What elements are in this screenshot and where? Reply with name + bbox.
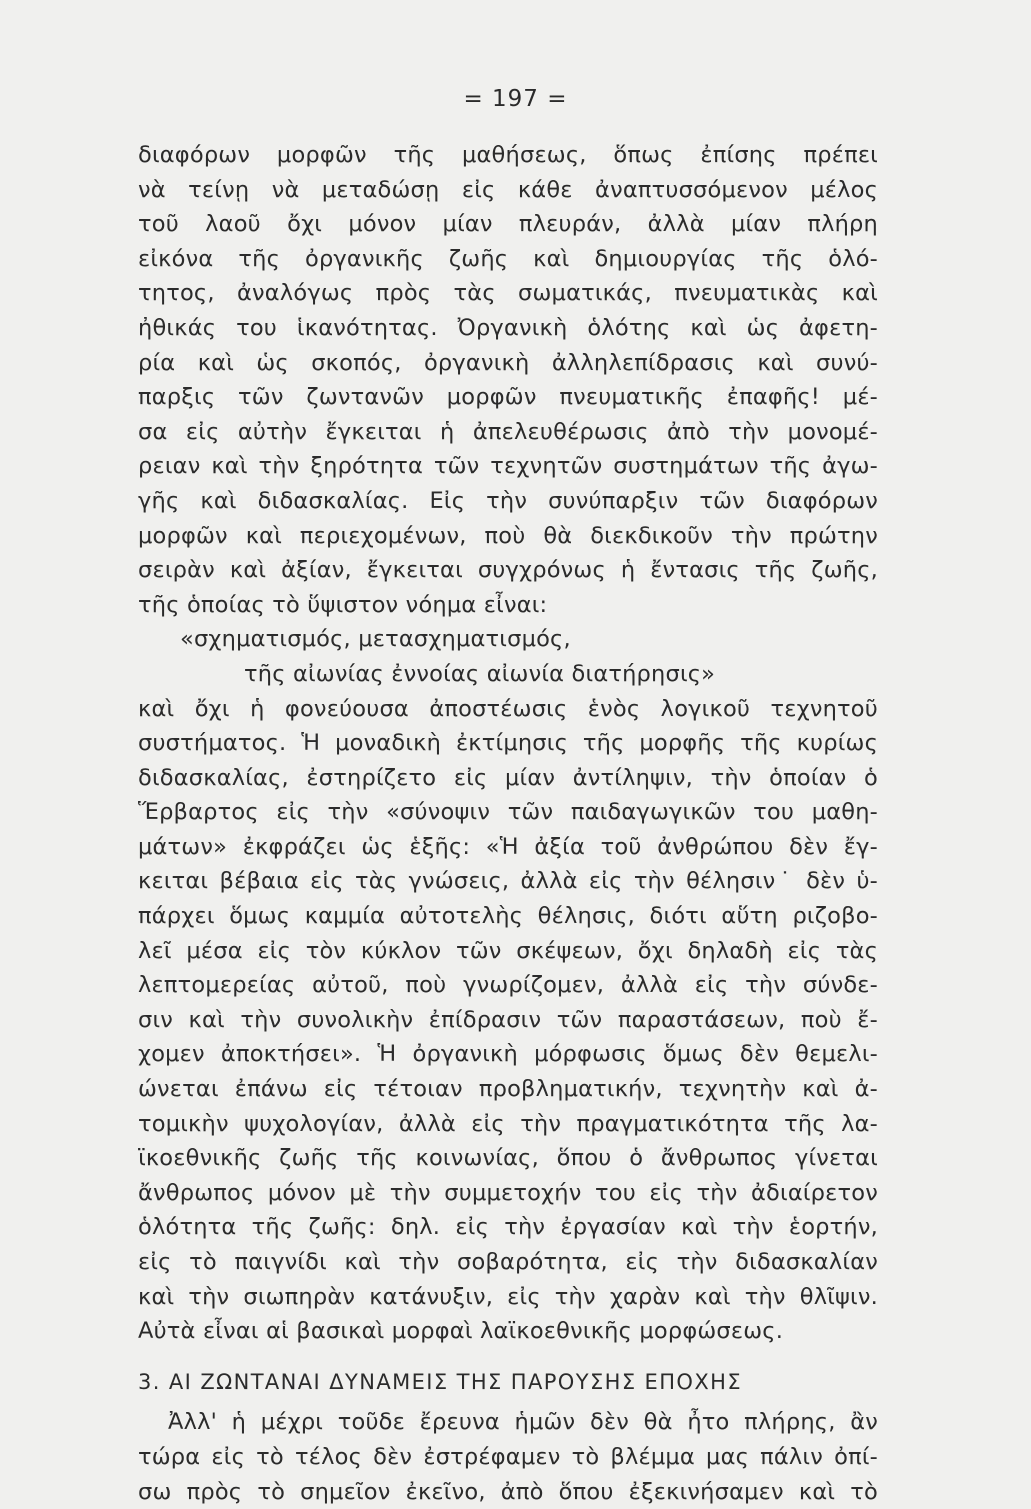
- text-line: Αὐτὰ εἶναι αἱ βασικαὶ μορφαὶ λαϊκοεθνικῆς μορφώσεως.: [138, 1318, 784, 1345]
- body-text: [138, 138, 878, 1509]
- text-line: καὶ ὄχι ἡ φονεύουσα ἀποστέωσις ἑνὸς λογικοῦ τεχνητοῦ: [138, 695, 878, 722]
- page-number: = 197 =: [463, 86, 568, 112]
- text-line: μορφῶν καὶ περιεχομένων, ποὺ θὰ διεκδικοῦν τὴν πρώτην: [138, 522, 878, 549]
- text-line: ρειαν καὶ τὴν ξηρότητα τῶν τεχνητῶν συστημάτων τῆς ἀγω-: [138, 453, 878, 480]
- text-line: σιν καὶ τὴν συνολικὴν ἐπίδρασιν τῶν παραστάσεων, ποὺ ἔ-: [138, 1006, 878, 1033]
- text-line: κειται βέβαια εἰς τὰς γνώσεις, ἀλλὰ εἰς τὴν θέλησιν˙ δὲν ὑ-: [138, 868, 878, 895]
- text-line: Ἀλλ' ἡ μέχρι τοῦδε ἔρευνα ἡμῶν δὲν θὰ ἦτο πλήρης, ἂν: [168, 1409, 878, 1436]
- text-line: ρία καὶ ὡς σκοπός, ὀργανικὴ ἀλληλεπίδρασις καὶ συνύ-: [138, 349, 878, 376]
- text-line: συστήματος. Ἡ μοναδικὴ ἐκτίμησις τῆς μορφῆς τῆς κυρίως: [138, 730, 878, 757]
- text-line: ἠθικάς του ἱκανότητας. Ὀργανικὴ ὁλότης καὶ ὡς ἀφετη-: [138, 314, 878, 341]
- text-line: λεπτομερείας αὐτοῦ, ποὺ γνωρίζομεν, ἀλλὰ εἰς τὴν σύνδε-: [138, 972, 878, 999]
- text-line: χομεν ἀποκτήσει». Ἡ ὀργανικὴ μόρφωσις ὅμως δὲν θεμελι-: [138, 1041, 878, 1068]
- text-line: εἰκόνα τῆς ὀργανικῆς ζωῆς καὶ δημιουργίας τῆς ὁλό-: [138, 245, 878, 272]
- text-line: σειρὰν καὶ ἀξίαν, ἔγκειται συγχρόνως ἡ ἔντασις τῆς ζωῆς,: [138, 557, 878, 584]
- text-line: μάτων» ἐκφράζει ὡς ἑξῆς: «Ἡ ἀξία τοῦ ἀνθρώπου δὲν ἔγ-: [138, 833, 878, 860]
- text-line: διαφόρων μορφῶν τῆς μαθήσεως, ὅπως ἐπίσης πρέπει: [138, 142, 878, 168]
- text-line: πάρχει ὅμως καμμία αὐτοτελὴς θέλησις, διότι αὕτη ριζοβο-: [138, 903, 878, 930]
- text-line: ἄνθρωπος μόνον μὲ τὴν συμμετοχήν του εἰς τὴν ἀδιαίρετον: [138, 1179, 878, 1206]
- text-line: ϊκοεθνικῆς ζωῆς τῆς κοινωνίας, ὅπου ὁ ἄνθρωπος γίνεται: [138, 1145, 878, 1172]
- text-line: λεῖ μέσα εἰς τὸν κύκλον τῶν σκέψεων, ὄχι δηλαδὴ εἰς τὰς: [138, 937, 878, 964]
- text-line: τώρα εἰς τὸ τέλος δὲν ἐστρέφαμεν τὸ βλέμμα μας πάλιν ὀπί-: [138, 1443, 878, 1470]
- text-line: παρξις τῶν ζωντανῶν μορφῶν πνευματικῆς ἐπαφῆς! μέ-: [138, 384, 878, 411]
- text-line: διδασκαλίας, ἐστηρίζετο εἰς μίαν ἀντίληψιν, τὴν ὁποίαν ὁ: [138, 764, 878, 791]
- text-line: νὰ τείνῃ νὰ μεταδώσῃ εἰς κάθε ἀναπτυσσόμενον μέλος: [138, 176, 878, 203]
- text-line: Ἕρβαρτος εἰς τὴν «σύνοψιν τῶν παιδαγωγικῶν του μαθη-: [138, 799, 878, 826]
- text-line: καὶ τὴν σιωπηρὰν κατάνυξιν, εἰς τὴν χαρὰν καὶ τὴν θλῖψιν.: [138, 1283, 878, 1310]
- text-line: εἰς τὸ παιγνίδι καὶ τὴν σοβαρότητα, εἰς τὴν διδασκαλίαν: [138, 1249, 878, 1275]
- text-line: τομικὴν ψυχολογίαν, ἀλλὰ εἰς τὴν πραγματικότητα τῆς λα-: [138, 1110, 878, 1137]
- quote-line: «σχηματισμός, μετασχηματισμός,: [180, 626, 571, 653]
- text-line: τοῦ λαοῦ ὄχι μόνον μίαν πλευράν, ἀλλὰ μίαν πλήρη: [138, 211, 878, 238]
- text-line: σα εἰς αὐτὴν ἔγκειται ἡ ἀπελευθέρωσις ἀπὸ τὴν μονομέ-: [138, 418, 878, 445]
- text-line: γῆς καὶ διδασκαλίας. Εἰς τὴν συνύπαρξιν τῶν διαφόρων: [138, 487, 878, 514]
- text-line: σω πρὸς τὸ σημεῖον ἐκεῖνο, ἀπὸ ὅπου ἐξεκινήσαμεν καὶ τὸ: [138, 1478, 878, 1505]
- text-line: ώνεται ἐπάνω εἰς τέτοιαν προβληματικήν, τεχνητὴν καὶ ἀ-: [138, 1076, 878, 1103]
- text-line: ὁλότητα τῆς ζωῆς: δηλ. εἰς τὴν ἐργασίαν καὶ τὴν ἑορτήν,: [138, 1214, 878, 1241]
- quote-line: τῆς αἰωνίας ἐννοίας αἰωνία διατήρησις»: [244, 660, 716, 687]
- text-line: τητος, ἀναλόγως πρὸς τὰς σωματικάς, πνευματικὰς καὶ: [138, 280, 878, 307]
- section-heading: 3. ΑΙ ΖΩΝΤΑΝΑΙ ΔΥΝΑΜΕΙΣ ΤΗΣ ΠΑΡΟΥΣΗΣ ΕΠΟΧΗΣ: [138, 1369, 742, 1394]
- text-line: τῆς ὁποίας τὸ ὕψιστον νόημα εἶναι:: [138, 591, 548, 618]
